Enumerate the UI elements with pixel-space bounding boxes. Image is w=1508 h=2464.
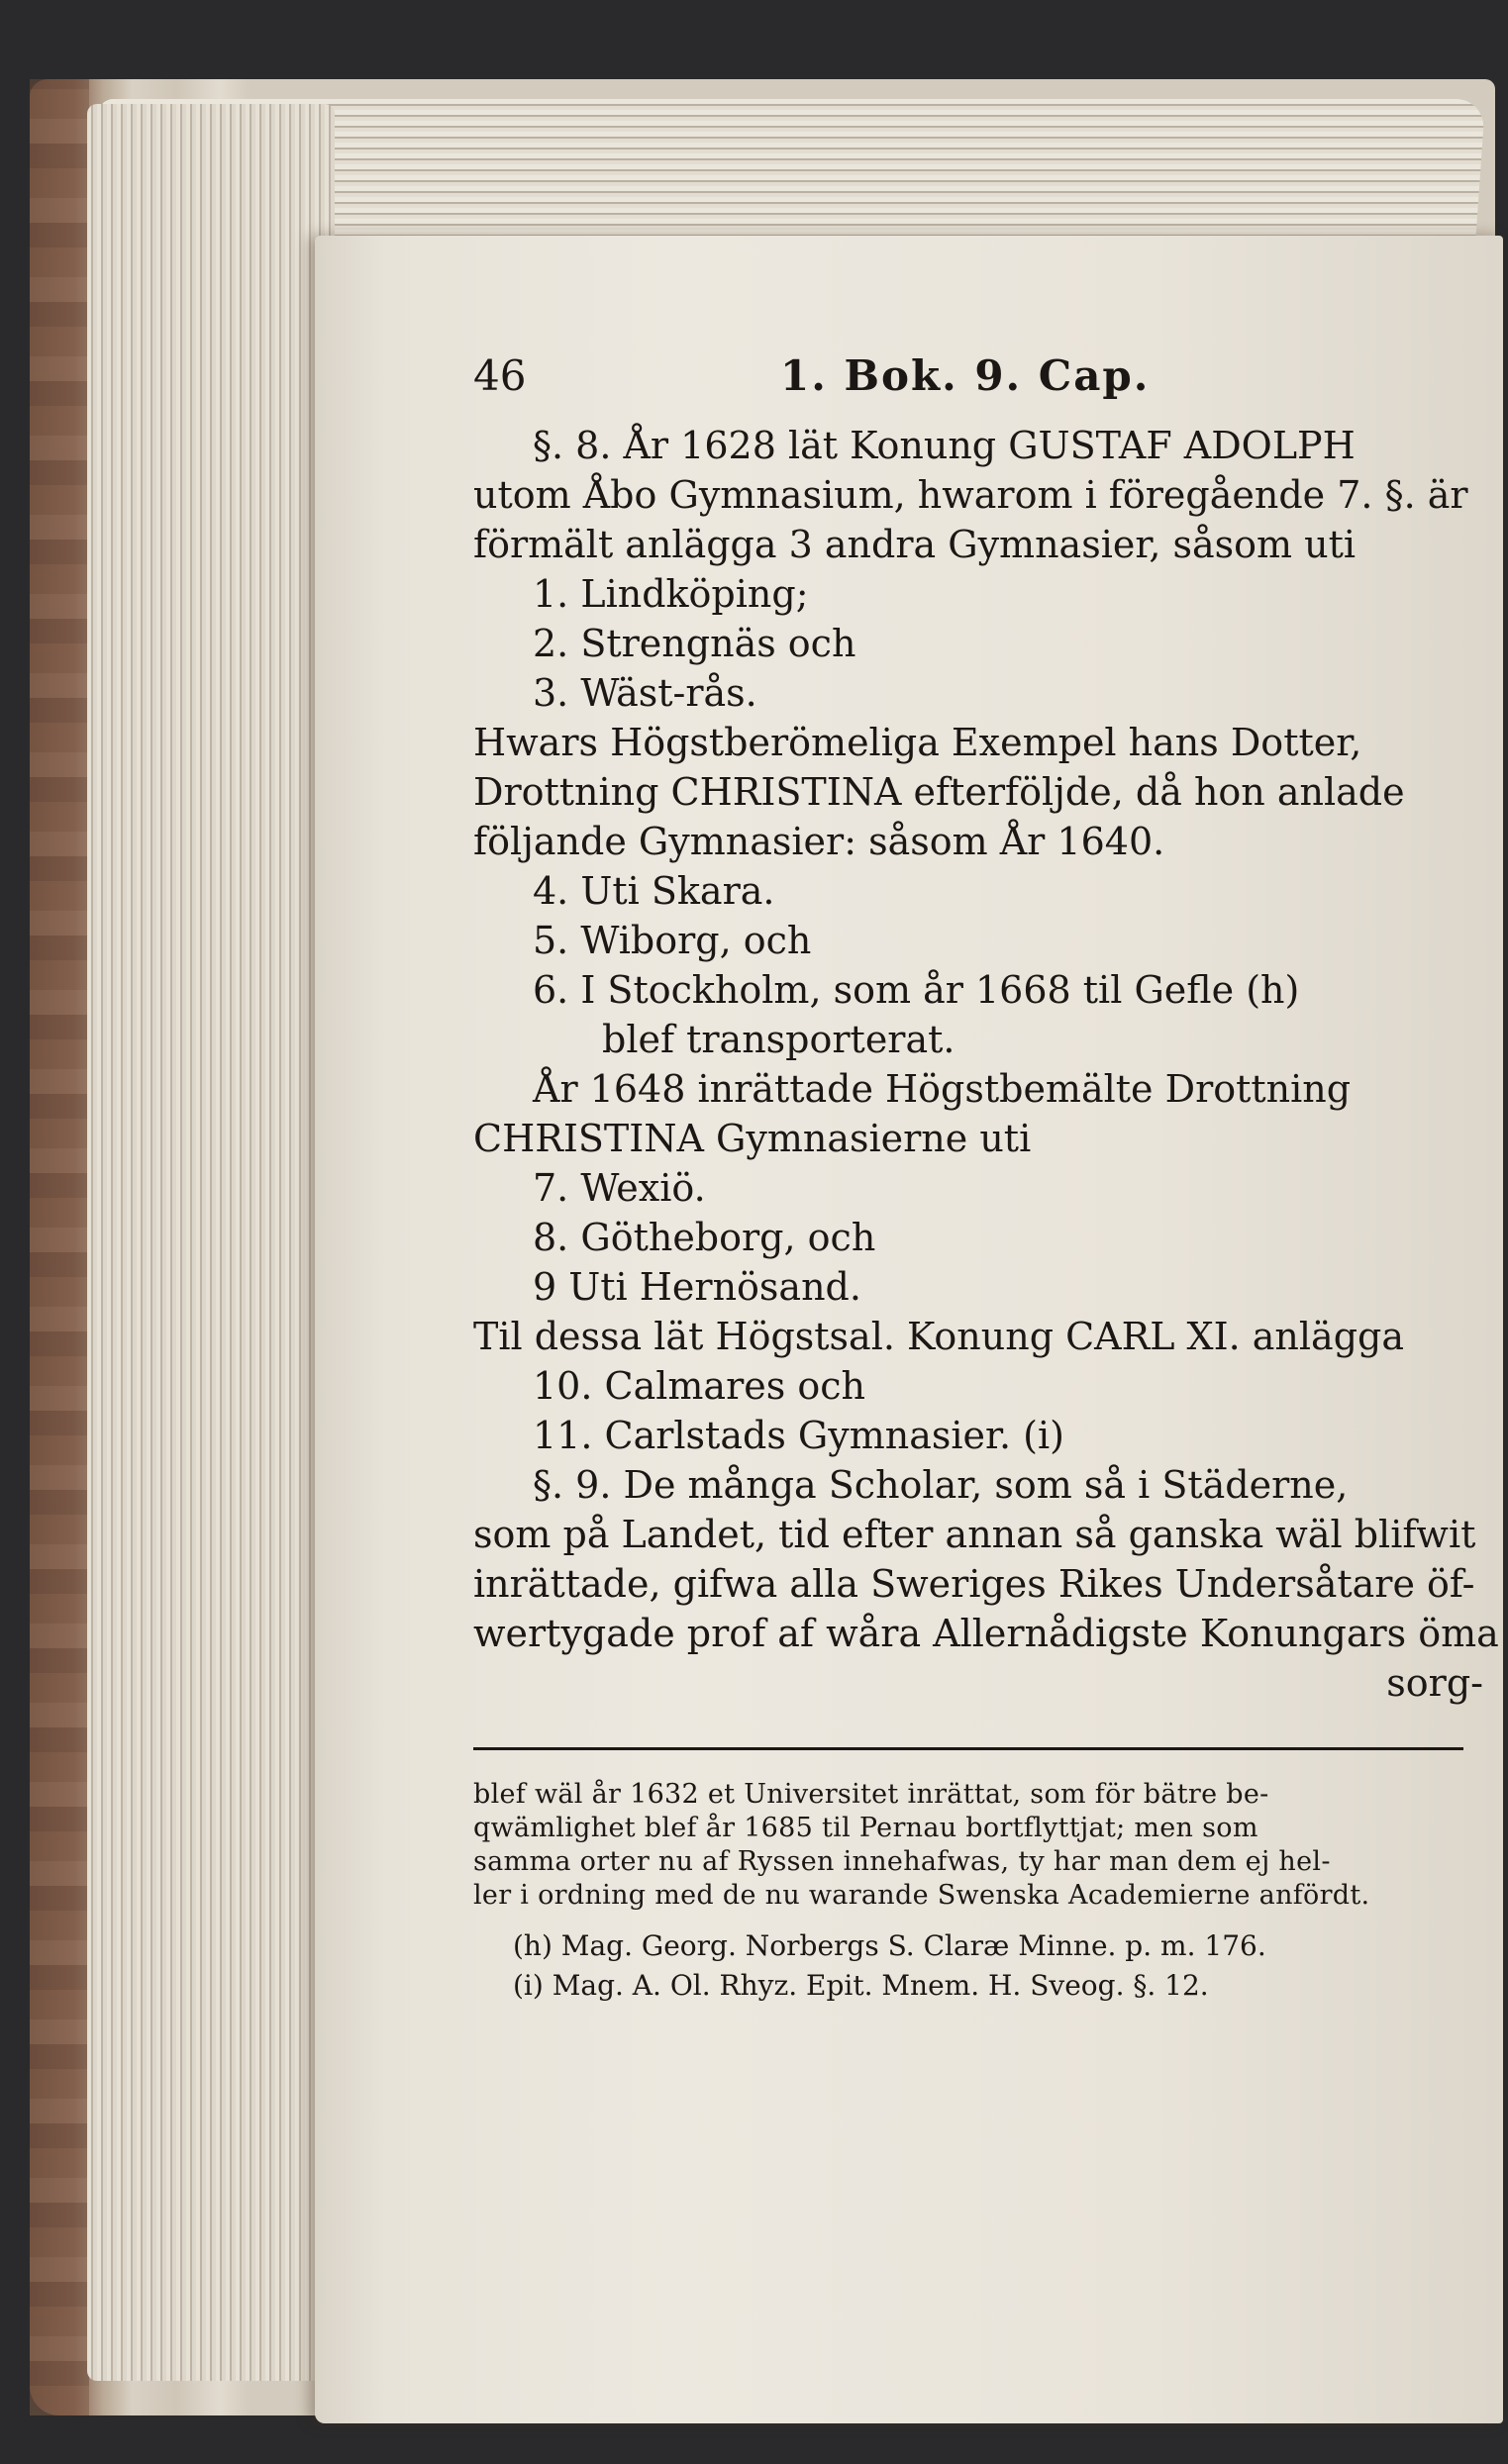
text-line: Drottning CHRISTINA efterföljde, då hon anlade bbox=[473, 770, 1405, 814]
list-item: 6. I Stockholm, som år 1668 til Gefle (h) bbox=[533, 968, 1300, 1012]
list-item: 4. Uti Skara. bbox=[533, 869, 775, 913]
text-line: §. 8. År 1628 lät Konung GUSTAF ADOLPH bbox=[533, 424, 1356, 467]
list-item: 9 Uti Hernösand. bbox=[533, 1265, 861, 1309]
text-line: Til dessa lät Högstsal. Konung CARL XI. anlägga bbox=[473, 1315, 1404, 1358]
list-item: 10. Calmares och bbox=[533, 1364, 865, 1408]
text-line: förmält anlägga 3 andra Gymnasier, såsom uti bbox=[473, 523, 1357, 566]
catchword: sorg- bbox=[1386, 1661, 1483, 1705]
list-item: 2. Strengnäs och bbox=[533, 622, 856, 665]
text-line: följande Gymnasier: såsom År 1640. bbox=[473, 820, 1165, 863]
page-stack-side bbox=[87, 104, 335, 2381]
source-notes bbox=[473, 1926, 1483, 2006]
footnote-line: blef wäl år 1632 et Universitet inrättat, som för bätre be- bbox=[473, 1779, 1269, 1810]
body-text bbox=[473, 421, 1499, 1708]
text-line: inrättade, gifwa alla Sweriges Rikes Undersåtare öf- bbox=[473, 1562, 1475, 1606]
list-item: 5. Wiborg, och bbox=[533, 919, 812, 962]
page-number: 46 bbox=[473, 351, 527, 400]
text-line: CHRISTINA Gymnasierne uti bbox=[473, 1117, 1032, 1160]
source-note: (h) Mag. Georg. Norbergs S. Claræ Minne. p. m. 176. bbox=[513, 1929, 1266, 1962]
book-spine bbox=[30, 79, 89, 2415]
footnote bbox=[473, 1778, 1483, 1913]
running-head: 1. Bok. 9. Cap. bbox=[780, 351, 1151, 400]
text-line: wertygade prof af wåra Allernådigste Konungars öma bbox=[473, 1612, 1499, 1655]
footnote-line: qwämlighet blef år 1685 til Pernau bortflyttjat; men som bbox=[473, 1813, 1258, 1843]
list-item: 8. Götheborg, och bbox=[533, 1216, 876, 1259]
text-line: År 1648 inrättade Högstbemälte Drottning bbox=[533, 1067, 1352, 1111]
list-item: 7. Wexiö. bbox=[533, 1166, 706, 1210]
source-note: (i) Mag. A. Ol. Rhyz. Epit. Mnem. H. Sveog. §. 12. bbox=[513, 1969, 1209, 2002]
text-line: §. 9. De många Scholar, som så i Städerne, bbox=[533, 1463, 1349, 1507]
list-item: 1. Lindköping; bbox=[533, 572, 809, 616]
text-line: utom Åbo Gymnasium, hwarom i föregående 7. §. är bbox=[473, 473, 1468, 517]
text-line: som på Landet, tid efter annan så ganska wäl blifwit bbox=[473, 1513, 1476, 1556]
page-header bbox=[473, 351, 1483, 421]
list-item: 11. Carlstads Gymnasier. (i) bbox=[533, 1414, 1064, 1457]
list-item: 3. Wäst-rås. bbox=[533, 671, 757, 715]
footnote-line: samma orter nu af Ryssen innehafwas, ty har man dem ej hel- bbox=[473, 1846, 1331, 1877]
text-line: blef transporterat. bbox=[602, 1018, 955, 1061]
text-line: Hwars Högstberömeliga Exempel hans Dotter, bbox=[473, 721, 1362, 764]
footnote-divider bbox=[473, 1747, 1463, 1750]
page-content bbox=[473, 351, 1499, 2006]
footnote-line: ler i ordning med de nu warande Swenska Academierne anfördt. bbox=[473, 1880, 1370, 1911]
